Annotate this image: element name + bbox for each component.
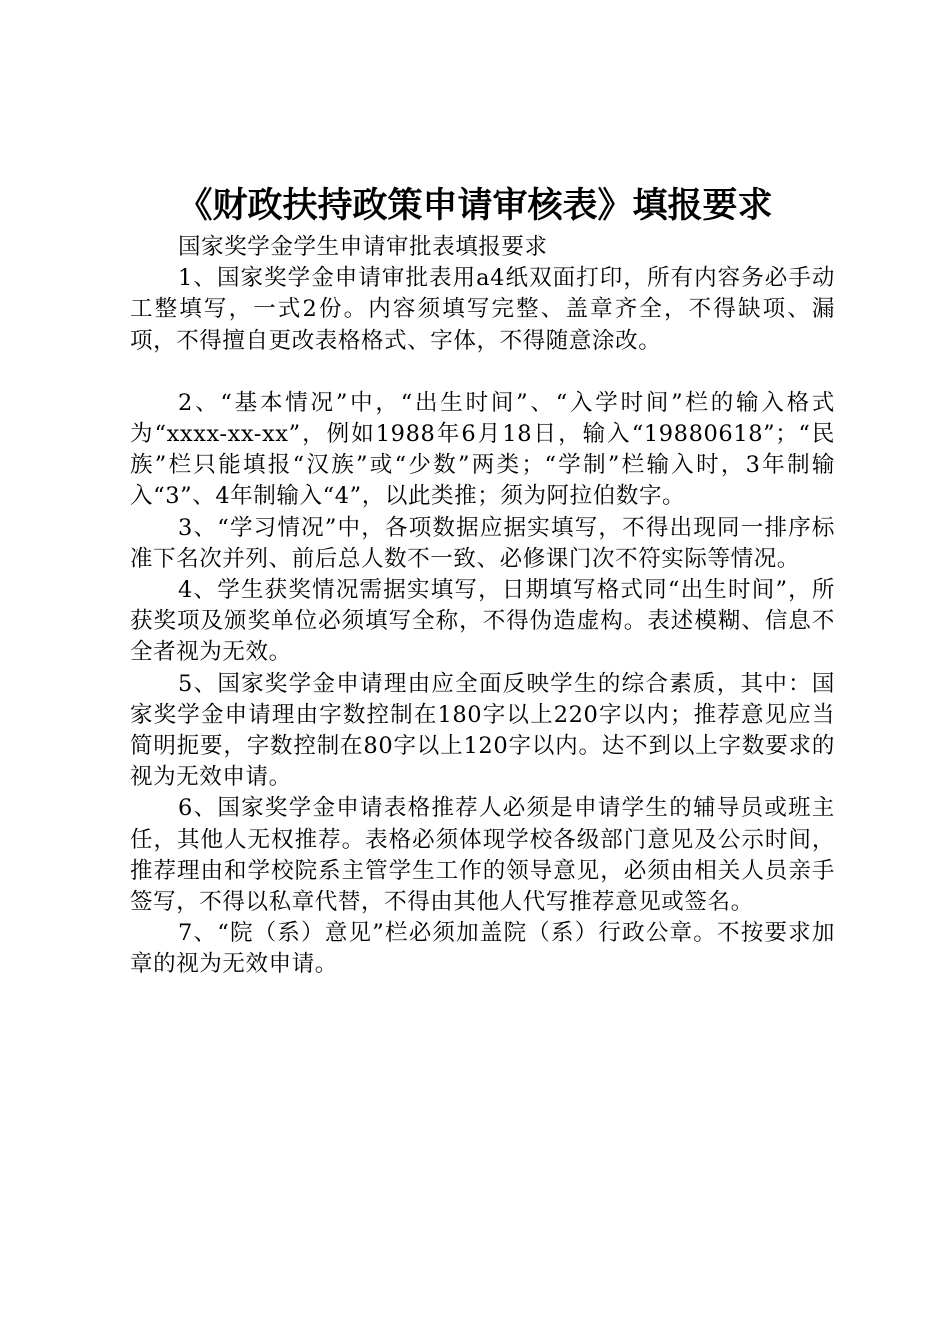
requirement-item-4: 4、学生获奖情况需据实填写，日期填写格式同“出生时间”，所获奖项及颁奖单位必须填写全称，不得伪造虚构。表述模糊、信息不全者视为无效。 <box>130 577 835 666</box>
document-title: 《财政扶持政策申请审核表》填报要求 <box>177 186 773 226</box>
requirement-item-7: 7、“院（系）意见”栏必须加盖院（系）行政公章。不按要求加章的视为无效申请。 <box>130 920 835 978</box>
requirement-item-2: 2、“基本情况”中，“出生时间”、“入学时间”栏的输入格式为“xxxx-xx-xx”，例如1988年6月18日，输入“19880618”；“民族”栏只能填报“汉族”或“少数”两类；“学制”栏输入时，3年制输入“3”、4年制输入“4”，以此类推；须为阿拉伯数字。 <box>130 389 835 510</box>
requirement-item-3: 3、“学习情况”中，各项数据应据实填写，不得出现同一排序标准下名次并列、前后总人数不一致、必修课门次不符实际等情况。 <box>130 514 835 572</box>
requirement-item-6: 6、国家奖学金申请表格推荐人必须是申请学生的辅导员或班主任，其他人无权推荐。表格必须体现学校各级部门意见及公示时间，推荐理由和学校院系主管学生工作的领导意见，必须由相关人员亲手签写，不得以私章代替，不得由其他人代写推荐意见或签名。 <box>130 795 835 916</box>
document-body <box>130 232 835 981</box>
requirement-item-1: 1、国家奖学金申请审批表用a4纸双面打印，所有内容务必手动工整填写，一式2份。内容须填写完整、盖章齐全，不得缺项、漏项，不得擅自更改表格格式、字体，不得随意涂改。 <box>130 265 835 354</box>
requirement-item-5: 5、国家奖学金申请理由应全面反映学生的综合素质，其中：国家奖学金申请理由字数控制在180字以上220字以内；推荐意见应当简明扼要，字数控制在80字以上120字以内。达不到以上字数要求的视为无效申请。 <box>130 670 835 791</box>
paragraph-gap <box>130 357 835 388</box>
document-subtitle: 国家奖学金学生申请审批表填报要求 <box>178 234 548 260</box>
